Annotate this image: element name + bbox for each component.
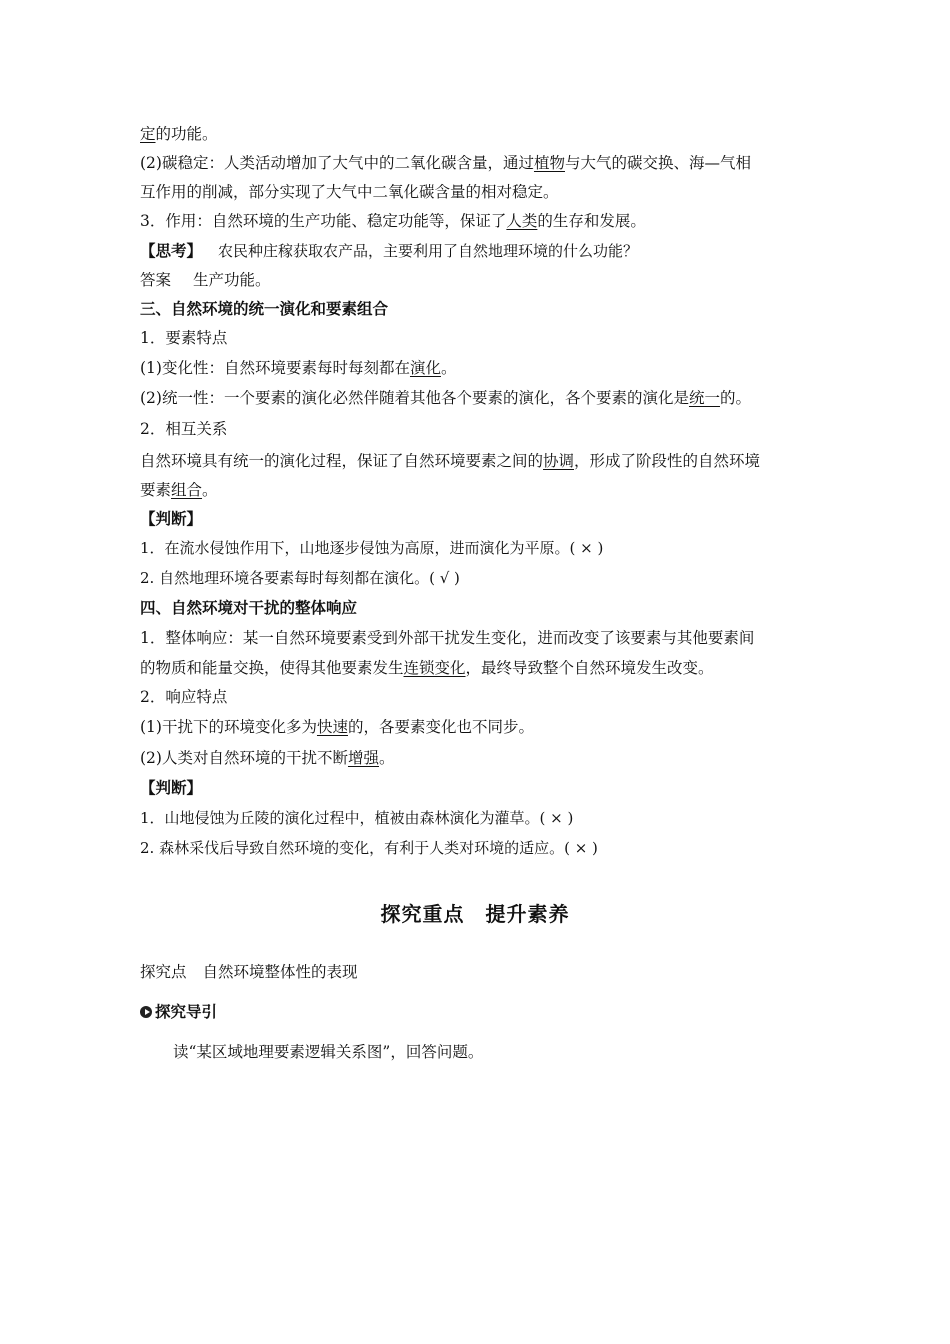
text-segment: 3．作用：自然环境的生产功能、稳定功能等，保证了 (140, 212, 507, 230)
text-segment: 2．相互关系 (140, 420, 228, 438)
text-segment: 的物质和能量交换，使得其他要素发生 (140, 659, 404, 677)
text-line (140, 713, 820, 743)
judge-item: 2. 自然地理环境各要素每时每刻都在演化。( √ ) (140, 569, 460, 587)
answer-label: 答案 (140, 271, 172, 289)
text-line (173, 1038, 853, 1068)
section-heading: 三、自然环境的统一演化和要素组合 (140, 300, 389, 318)
underlined-answer: 增强 (347, 749, 379, 767)
answer-line (140, 266, 820, 296)
text-line (140, 476, 820, 506)
text-segment: 的生存和发展。 (537, 212, 646, 230)
text-line (140, 207, 820, 237)
text-line (140, 178, 820, 208)
text-segment: ，形成了阶段性的自然环境 (574, 452, 761, 470)
text-line (140, 683, 820, 713)
text-line (140, 324, 820, 354)
text-segment: 的，各要素变化也不同步。 (347, 718, 534, 736)
text-line (140, 624, 820, 654)
guide-heading (140, 998, 820, 1028)
text-segment: 读“某区域地理要素逻辑关系图”，回答问题。 (173, 1043, 484, 1061)
underlined-answer: 快速 (316, 718, 348, 736)
text-segment: 。 (378, 749, 395, 767)
answer-text: 生产功能。 (193, 271, 271, 289)
text-line (140, 384, 820, 414)
text-line (140, 744, 820, 774)
underlined-answer: 统一 (688, 389, 720, 407)
text-line (140, 120, 820, 150)
text-line (140, 447, 820, 477)
inquiry-label: 探究点 (140, 963, 187, 981)
think-tag: 【思考】 (140, 242, 203, 260)
inquiry-point (140, 958, 820, 988)
underlined-answer: 组合 (171, 481, 203, 499)
section-banner-title: 探究重点 提升素养 (380, 902, 570, 926)
text-segment: (2)人类对自然环境的干扰不断 (140, 749, 348, 767)
text-segment: 互作用的削减，部分实现了大气中二氧化碳含量的相对稳定。 (140, 183, 559, 201)
text-segment: 要素 (140, 481, 172, 499)
text-line (140, 654, 820, 684)
text-segment: 。 (202, 481, 218, 499)
text-line (140, 149, 820, 179)
text-segment: (1)变化性：自然环境要素每时每刻都在 (140, 359, 410, 377)
text-segment: 1．要素特点 (140, 329, 228, 347)
judge-item: 1．在流水侵蚀作用下，山地逐步侵蚀为高原，进而演化为平原。( × ) (140, 539, 604, 557)
text-segment: (2)统一性：一个要素的演化必然伴随着其他各个要素的演化，各个要素的演化是 (140, 389, 689, 407)
text-segment: 。 (440, 359, 457, 377)
text-segment: 的。 (719, 389, 751, 407)
text-segment: (2)碳稳定：人类活动增加了大气中的二氧化碳含量，通过 (140, 154, 534, 172)
underlined-answer: 定 (140, 125, 156, 143)
text-segment: 自然环境具有统一的演化过程，保证了自然环境要素之间的 (140, 452, 544, 470)
text-segment: 1．整体响应：某一自然环境要素受到外部干扰发生变化，进而改变了该要素与其他要素间 (140, 629, 755, 647)
judge-item: 2. 森林采伐后导致自然环境的变化，有利于人类对环境的适应。( × ) (140, 839, 598, 857)
section-heading: 四、自然环境对干扰的整体响应 (140, 599, 358, 617)
guide-title: 探究导引 (155, 1003, 218, 1021)
play-circle-icon (140, 1006, 152, 1018)
text-segment: ，最终导致整个自然环境发生改变。 (465, 659, 714, 677)
underlined-answer: 植物 (533, 154, 565, 172)
underlined-answer: 协调 (543, 452, 575, 470)
inquiry-title: 自然环境整体性的表现 (202, 963, 358, 981)
underlined-answer: 人类 (506, 212, 538, 230)
think-line (140, 237, 820, 267)
text-segment: (1)干扰下的环境变化多为 (140, 718, 317, 736)
judge-tag: 【判断】 (140, 779, 203, 797)
underlined-answer: 演化 (409, 359, 441, 377)
think-question: 农民种庄稼获取农产品，主要利用了自然地理环境的什么功能？ (218, 242, 639, 260)
text-segment: 与大气的碳交换、海—气相 (564, 154, 751, 172)
judge-item: 1．山地侵蚀为丘陵的演化过程中，植被由森林演化为灌草。( × ) (140, 809, 574, 827)
underlined-answer: 连锁变化 (403, 659, 466, 677)
text-line (140, 415, 820, 445)
text-segment: 的功能。 (155, 125, 218, 143)
text-line (140, 354, 820, 384)
judge-tag: 【判断】 (140, 510, 203, 528)
text-segment: 2．响应特点 (140, 688, 228, 706)
